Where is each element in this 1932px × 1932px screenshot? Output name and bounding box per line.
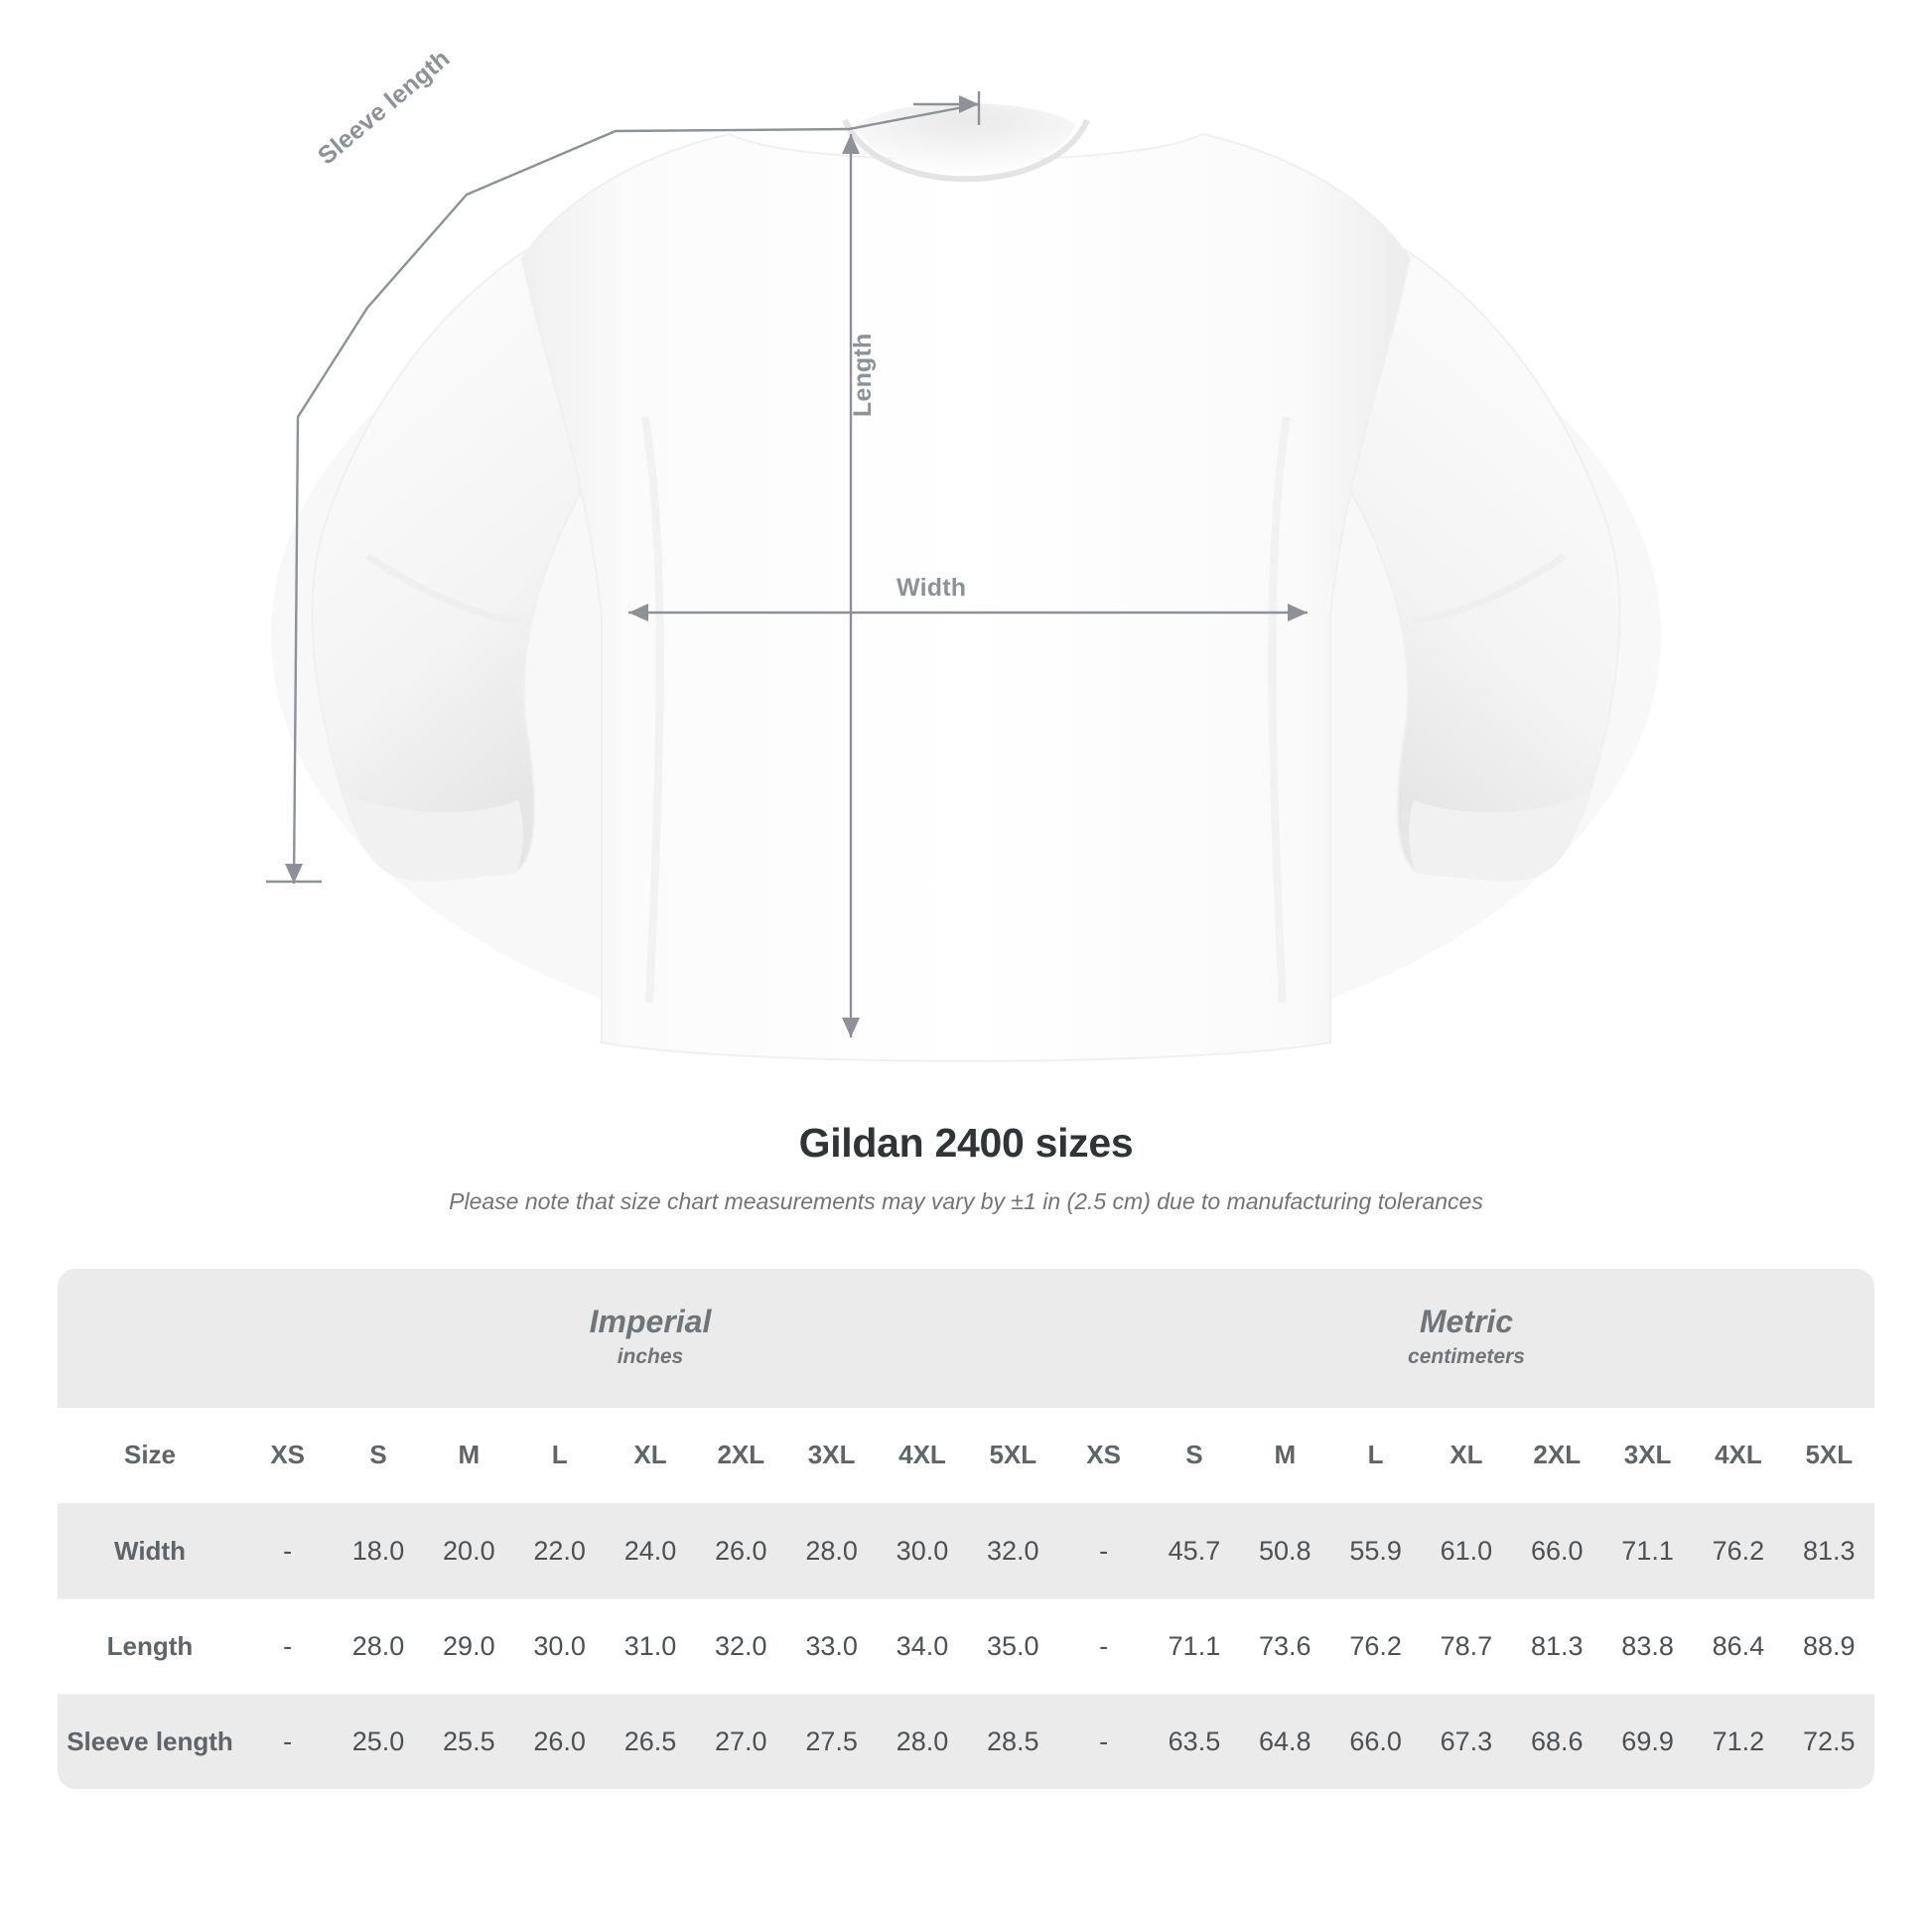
size-header-cell: XL	[605, 1408, 695, 1503]
cell: 28.5	[968, 1694, 1058, 1789]
cell: 45.7	[1149, 1503, 1239, 1598]
cell: 81.3	[1512, 1598, 1602, 1694]
cell: 20.0	[424, 1503, 514, 1598]
page-title: Gildan 2400 sizes	[798, 1120, 1134, 1166]
cell: 33.0	[786, 1598, 877, 1694]
size-row-header: Size	[58, 1408, 242, 1503]
cell: 67.3	[1421, 1694, 1511, 1789]
cell: 35.0	[968, 1598, 1058, 1694]
cell: 30.0	[877, 1503, 967, 1598]
cell: 25.5	[424, 1694, 514, 1789]
cell: 28.0	[786, 1503, 877, 1598]
cell: 81.3	[1784, 1503, 1874, 1598]
cell: 26.0	[514, 1694, 605, 1789]
cell: 34.0	[877, 1598, 967, 1694]
cell: 76.2	[1330, 1598, 1421, 1694]
size-header-cell: 3XL	[786, 1408, 877, 1503]
size-header-cell: S	[1149, 1408, 1239, 1503]
table-corner-cell	[58, 1269, 242, 1408]
cell: 18.0	[333, 1503, 423, 1598]
cell: -	[242, 1503, 333, 1598]
cell: 86.4	[1693, 1598, 1783, 1694]
table-row	[58, 1694, 1874, 1789]
cell: 31.0	[605, 1598, 695, 1694]
cell: 28.0	[333, 1598, 423, 1694]
cell: 68.6	[1512, 1694, 1602, 1789]
length-dimension-label: Length	[849, 333, 877, 417]
cell: 29.0	[424, 1598, 514, 1694]
cell: 73.6	[1240, 1598, 1330, 1694]
cell: 27.5	[786, 1694, 877, 1789]
metric-unit-sub: centimeters	[1408, 1344, 1525, 1368]
size-header-cell: L	[1330, 1408, 1421, 1503]
size-header-cell: L	[514, 1408, 605, 1503]
size-table	[58, 1269, 1874, 1789]
row-label-width: Width	[58, 1503, 242, 1598]
cell: 63.5	[1149, 1694, 1239, 1789]
cell: 64.8	[1240, 1694, 1330, 1789]
unit-header-row	[58, 1269, 1874, 1408]
cell: 76.2	[1693, 1503, 1783, 1598]
cell: 22.0	[514, 1503, 605, 1598]
cell: 25.0	[333, 1694, 423, 1789]
metric-unit-name: Metric	[1419, 1303, 1514, 1339]
width-dimension-label: Width	[897, 574, 967, 602]
cell: 27.0	[696, 1694, 786, 1789]
cell: 28.0	[877, 1694, 967, 1789]
size-header-cell: 5XL	[1784, 1408, 1874, 1503]
imperial-unit-name: Imperial	[589, 1303, 712, 1339]
cell: 69.9	[1602, 1694, 1693, 1789]
cell: 71.1	[1149, 1598, 1239, 1694]
size-header-cell: 2XL	[696, 1408, 786, 1503]
cell: 61.0	[1421, 1503, 1511, 1598]
cell: 24.0	[605, 1503, 695, 1598]
imperial-unit-header	[242, 1269, 1058, 1408]
cell: 32.0	[696, 1598, 786, 1694]
imperial-unit-sub: inches	[617, 1344, 684, 1368]
metric-unit-header	[1058, 1269, 1874, 1408]
size-header-cell: XL	[1421, 1408, 1511, 1503]
cell: 71.2	[1693, 1694, 1783, 1789]
size-header-cell: 4XL	[1693, 1408, 1783, 1503]
cell: 26.5	[605, 1694, 695, 1789]
title-block	[0, 1120, 1932, 1215]
cell: 26.0	[696, 1503, 786, 1598]
size-header-cell: XS	[1058, 1408, 1149, 1503]
size-header-cell: M	[424, 1408, 514, 1503]
cell: -	[242, 1598, 333, 1694]
size-header-row	[58, 1408, 1874, 1503]
size-header-cell: XS	[242, 1408, 333, 1503]
cell: 32.0	[968, 1503, 1058, 1598]
size-header-cell: 5XL	[968, 1408, 1058, 1503]
cell: 83.8	[1602, 1598, 1693, 1694]
cell: -	[1058, 1503, 1149, 1598]
size-header-cell: S	[333, 1408, 423, 1503]
cell: 50.8	[1240, 1503, 1330, 1598]
cell: 66.0	[1330, 1694, 1421, 1789]
table-row	[58, 1503, 1874, 1598]
size-header-cell: 4XL	[877, 1408, 967, 1503]
cell: 66.0	[1512, 1503, 1602, 1598]
tolerance-note: Please note that size chart measurements may vary by ±1 in (2.5 cm) due to manufacturing tolerances	[449, 1188, 1483, 1214]
cell: 72.5	[1784, 1694, 1874, 1789]
size-table-container	[58, 1269, 1874, 1789]
size-header-cell: 3XL	[1602, 1408, 1693, 1503]
sleeve-length-dimension-label: Sleeve length	[313, 44, 456, 171]
cell: 55.9	[1330, 1503, 1421, 1598]
cell: 78.7	[1421, 1598, 1511, 1694]
table-row	[58, 1598, 1874, 1694]
size-header-cell: M	[1240, 1408, 1330, 1503]
cell: 71.1	[1602, 1503, 1693, 1598]
cell: 88.9	[1784, 1598, 1874, 1694]
cell: 30.0	[514, 1598, 605, 1694]
cell: -	[1058, 1694, 1149, 1789]
row-label-length: Length	[58, 1598, 242, 1694]
row-label-sleeve-length: Sleeve length	[58, 1694, 242, 1789]
cell: -	[242, 1694, 333, 1789]
size-header-cell: 2XL	[1512, 1408, 1602, 1503]
cell: -	[1058, 1598, 1149, 1694]
